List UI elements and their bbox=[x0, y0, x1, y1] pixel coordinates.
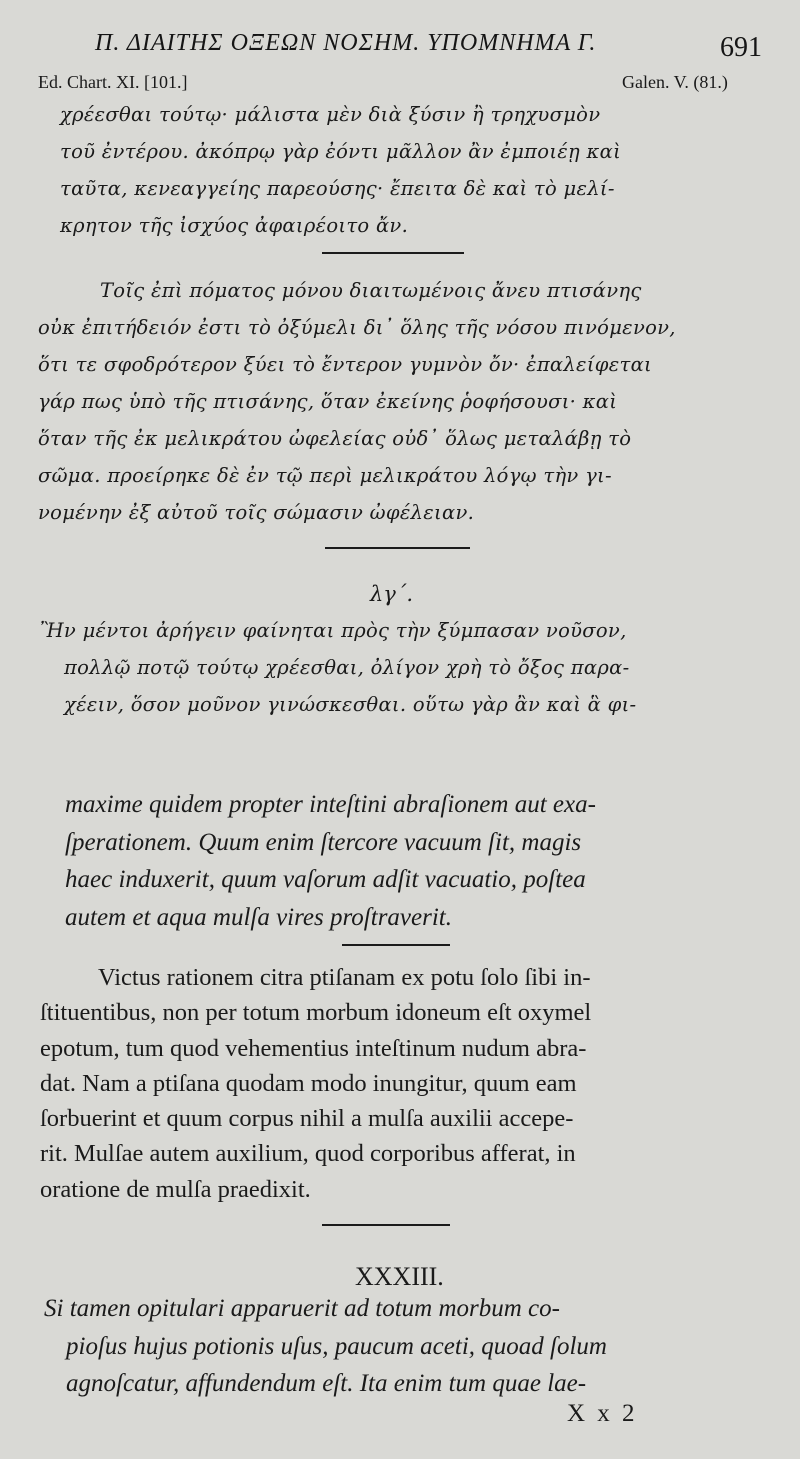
text-line: autem et aqua mulſa vires proſtraverit. bbox=[65, 903, 452, 931]
text-line: pioſus hujus potionis uſus, paucum aceti, quoad ſolum bbox=[66, 1332, 607, 1360]
section-divider bbox=[342, 944, 450, 946]
text-line: oratione de mulſa praedixit. bbox=[40, 1175, 311, 1203]
text-line: Ἢν μέντοι ἀρήγειν φαίνηται πρὸς τὴν ξύμπασαν νοῦσον, bbox=[40, 619, 627, 642]
greek-paragraph-2 bbox=[38, 272, 773, 531]
greek-paragraph-3 bbox=[40, 612, 775, 723]
text-line: κρητον τῆς ἰσχύος ἀφαιρέοιτο ἄν. bbox=[60, 214, 409, 237]
text-line: agnoſcatur, affundendum eſt. Ita enim tum quae lae- bbox=[66, 1370, 587, 1397]
text-line: Victus rationem citra ptiſanam ex potu ſolo ſibi in- bbox=[98, 964, 591, 991]
running-header-title: Π. ΔΙΑΙΤΗΣ ΟΞΕΩΝ ΝΟΣΗΜ. ΥΠΟΜΝΗΜΑ Γ. bbox=[95, 30, 597, 56]
text-line: Si tamen opitulari apparuerit ad totum morbum co- bbox=[44, 1295, 560, 1322]
text-line: οὐκ ἐπιτήδειόν ἐστι τὸ ὀξύμελι δι᾽ ὅλης τῆς νόσου πινόμενον, bbox=[38, 316, 676, 339]
text-line: πολλῷ ποτῷ τούτῳ χρέεσθαι, ὀλίγον χρὴ τὸ ὄξος παρα- bbox=[64, 656, 630, 679]
text-line: ſtituentibus, non per totum morbum idoneum eſt oxymel bbox=[40, 999, 592, 1027]
text-line: dat. Nam a ptiſana quodam modo inungitur, quum eam bbox=[40, 1069, 577, 1097]
text-line: ſperationem. Quum enim ſtercore vacuum ſit, magis bbox=[65, 828, 582, 856]
text-line: τοῦ ἐντέρου. ἀκόπρῳ γὰρ ἐόντι μᾶλλον ἂν ἐμποιέῃ καὶ bbox=[60, 140, 622, 163]
text-line: Τοῖς ἐπὶ πόματος μόνου διαιτωμένοις ἄνευ πτισάνης bbox=[100, 279, 642, 302]
section-divider bbox=[325, 547, 470, 549]
text-line: ὅταν τῆς ἐκ μελικράτου ὠφελείας οὐδ᾽ ὅλως μεταλάβῃ τὸ bbox=[38, 427, 632, 450]
page-number: 691 bbox=[720, 32, 762, 63]
text-line: maxime quidem propter inteſtini abraſionem aut exa- bbox=[65, 791, 596, 818]
greek-paragraph-1 bbox=[60, 96, 770, 244]
text-line: σῶμα. προείρηκε δὲ ἐν τῷ περὶ μελικράτου λόγῳ τὴν γι- bbox=[38, 464, 612, 487]
edition-reference-left: Ed. Chart. XI. [101.] bbox=[38, 72, 188, 92]
text-line: ὅτι τε σφοδρότερον ξύει τὸ ἔντερον γυμνὸν ὄν· ἐπαλείφεται bbox=[38, 353, 652, 376]
latin-paragraph-1 bbox=[65, 786, 775, 936]
latin-paragraph-2 bbox=[40, 960, 775, 1207]
text-line: νομένην ἐξ αὐτοῦ τοῖς σώμασιν ὠφέλειαν. bbox=[38, 501, 475, 524]
latin-paragraph-3 bbox=[44, 1290, 779, 1403]
text-line: γάρ πως ὑπὸ τῆς πτισάνης, ὅταν ἐκείνης ῥοφήσουσι· καὶ bbox=[38, 390, 618, 413]
text-line: χρέεσθαι τούτῳ· μάλιστα μὲν διὰ ξύσιν ἢ τρηχυσμὸν bbox=[60, 103, 601, 126]
section-divider bbox=[322, 252, 464, 254]
greek-section-number: λγ΄. bbox=[370, 582, 414, 606]
text-line: rit. Mulſae autem auxilium, quod corporibus afferat, in bbox=[40, 1140, 576, 1168]
latin-section-number: XXXIII. bbox=[355, 1262, 444, 1291]
printer-signature-mark: X x 2 bbox=[567, 1400, 638, 1427]
text-line: χέειν, ὅσον μοῦνον γινώσκεσθαι. οὕτω γὰρ ἂν καὶ ἃ φι- bbox=[64, 693, 637, 716]
text-line: ταῦτα, κενεαγγείης παρεούσης· ἔπειτα δὲ καὶ τὸ μελί- bbox=[60, 177, 615, 200]
text-line: epotum, tum quod vehementius inteſtinum nudum abra- bbox=[40, 1034, 587, 1062]
section-divider bbox=[322, 1224, 450, 1226]
edition-reference-right: Galen. V. (81.) bbox=[622, 72, 728, 92]
text-line: ſorbuerint et quum corpus nihil a mulſa auxilii accepe- bbox=[40, 1105, 574, 1133]
text-line: haec induxerit, quum vaſorum adſit vacuatio, poſtea bbox=[65, 866, 586, 893]
